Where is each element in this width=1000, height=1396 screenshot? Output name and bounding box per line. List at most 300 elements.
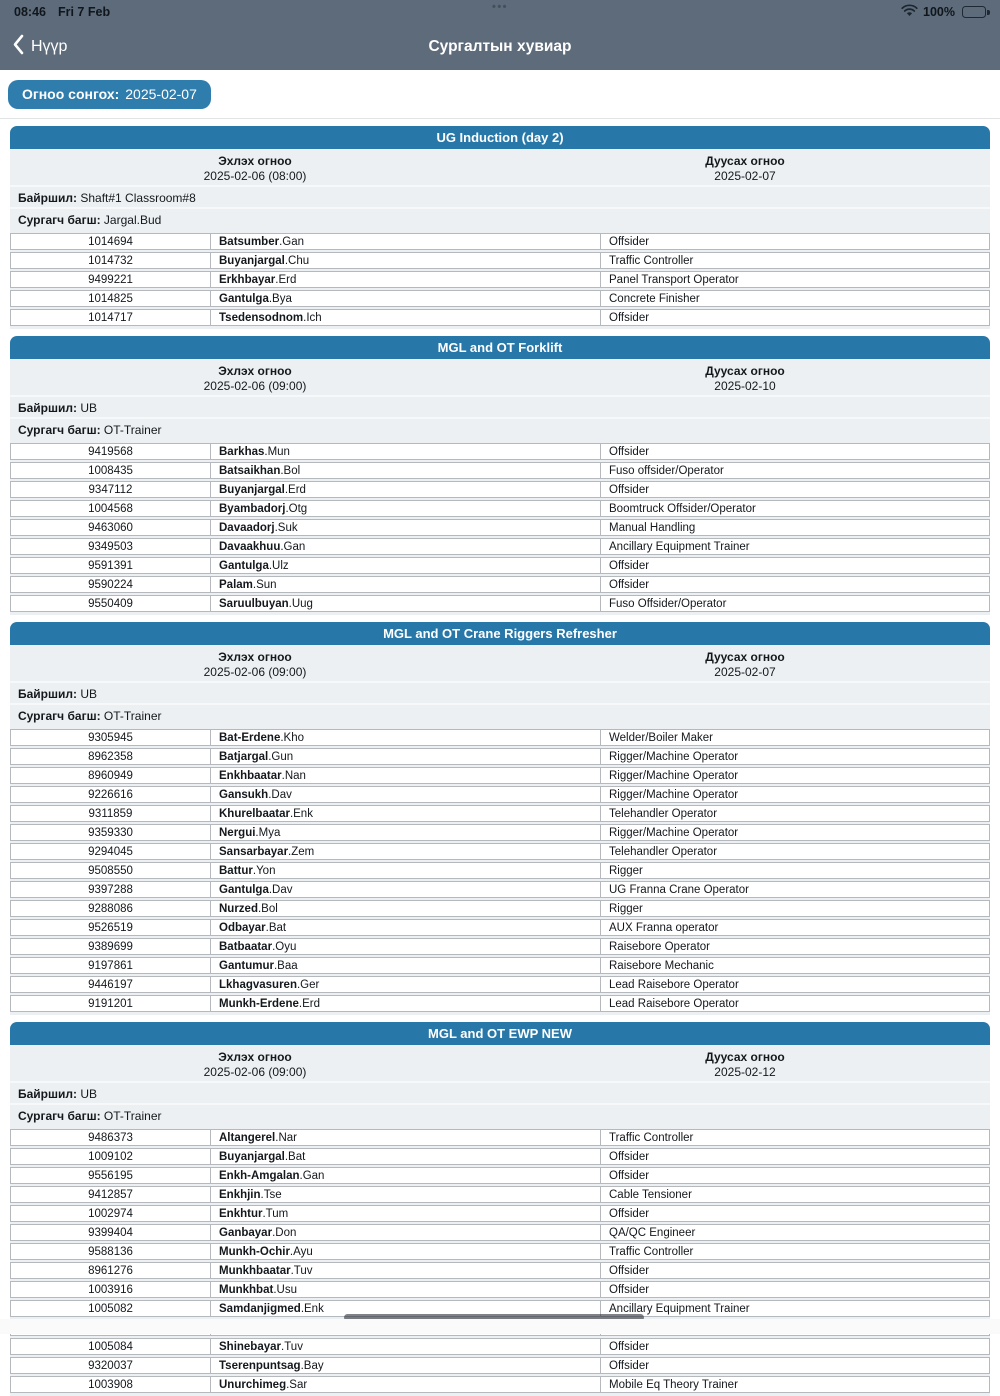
trainee-role-cell: Ancillary Equipment Trainer [609, 1302, 750, 1315]
trainee-surname: Altangerel [219, 1131, 276, 1144]
trainer-label: Сургагч багш: [18, 1109, 101, 1123]
trainee-surname: Ganbayar [219, 1226, 273, 1239]
trainer-label: Сургагч багш: [18, 213, 101, 227]
trainee-name-cell [211, 577, 601, 592]
trainee-role-cell: QA/QC Engineer [609, 1226, 696, 1239]
trainee-role-cell: Concrete Finisher [609, 292, 700, 305]
trainee-firstname: .Bya [268, 292, 292, 305]
trainee-name-cell [211, 1358, 601, 1373]
trainee-surname: Battur [219, 864, 253, 877]
trainee-row [10, 1205, 990, 1222]
trainee-id-cell: 9294045 [11, 844, 211, 859]
trainee-role-cell: Fuso offsider/Operator [609, 464, 724, 477]
trainee-surname: Barkhas [219, 445, 265, 458]
trainee-row [10, 462, 990, 479]
trainee-row [10, 1357, 990, 1374]
trainer-value: OT-Trainer [103, 423, 162, 437]
location-label: Байршил: [18, 687, 78, 701]
trainer-value: OT-Trainer [103, 1109, 162, 1123]
wifi-icon [901, 4, 918, 20]
trainee-role-cell: Rigger [609, 864, 643, 877]
trainee-firstname: .Otg [285, 502, 308, 515]
trainer-line [10, 703, 990, 725]
trainee-row [10, 1262, 990, 1279]
trainee-role-cell: Telehandler Operator [609, 807, 718, 820]
trainee-row [10, 1376, 990, 1393]
trainee-firstname: .Mya [255, 826, 281, 839]
location-line [10, 1081, 990, 1103]
location-line [10, 681, 990, 703]
trainee-id-cell: 9359330 [11, 825, 211, 840]
trainee-id-cell: 9191201 [11, 996, 211, 1011]
trainee-name-cell [211, 291, 601, 306]
trainee-role-cell: Offsider [609, 1359, 650, 1372]
trainee-firstname: .Oyu [272, 940, 297, 953]
trainee-id-cell: 1009102 [11, 1149, 211, 1164]
trainee-row [10, 938, 990, 955]
trainee-name-cell [211, 825, 601, 840]
trainee-firstname: .Bay [300, 1359, 324, 1372]
trainee-role-cell: Boomtruck Offsider/Operator [609, 502, 756, 515]
trainee-surname: Khurelbaatar [219, 807, 290, 820]
trainee-name-cell [211, 996, 601, 1011]
trainee-row [10, 1243, 990, 1260]
section-body [10, 645, 990, 1015]
trainee-rows [10, 1125, 990, 1393]
trainee-id-cell: 1002974 [11, 1206, 211, 1221]
trainee-role-cell: Offsider [609, 483, 650, 496]
trainee-firstname: .Mun [264, 445, 290, 458]
trainee-surname: Enkhbaatar [219, 769, 282, 782]
trainee-firstname: .Tuv [281, 1340, 303, 1353]
section-title: MGL and OT Forklift [10, 336, 990, 359]
section-dates [10, 1045, 990, 1081]
end-date-label: Дуусах огноо [705, 650, 785, 664]
section-dates [10, 149, 990, 185]
trainee-role-cell: Offsider [609, 1169, 650, 1182]
trainee-surname: Gantulga [219, 292, 269, 305]
trainee-row [10, 900, 990, 917]
section-title: MGL and OT EWP NEW [10, 1022, 990, 1045]
top-chrome [0, 0, 1000, 70]
trainee-id-cell: 1014694 [11, 234, 211, 249]
trainee-firstname: .Erd [284, 483, 306, 496]
start-date-label: Эхлэх огноо [218, 1050, 292, 1064]
trainee-row [10, 862, 990, 879]
start-date-label: Эхлэх огноо [218, 650, 292, 664]
trainee-role-cell: Rigger/Machine Operator [609, 769, 739, 782]
trainee-surname: Tsedensodnom [219, 311, 304, 324]
trainee-name-cell [211, 444, 601, 459]
trainee-role-cell: Offsider [609, 1264, 650, 1277]
trainee-rows [10, 229, 990, 326]
trainee-id-cell: 9556195 [11, 1168, 211, 1183]
trainee-role-cell: Ancillary Equipment Trainer [609, 540, 750, 553]
trainee-surname: Davaadorj [219, 521, 275, 534]
trainee-role-cell: Lead Raisebore Operator [609, 997, 739, 1010]
trainee-surname: Enkhjin [219, 1188, 261, 1201]
trainee-role-cell: Panel Transport Operator [609, 273, 739, 286]
trainee-id-cell: 1003908 [11, 1377, 211, 1392]
trainee-role-cell: Welder/Boiler Maker [609, 731, 713, 744]
date-picker-label: Огноо сонгох: [22, 86, 120, 102]
trainee-id-cell: 1005084 [11, 1339, 211, 1354]
trainee-role-cell: Fuso Offsider/Operator [609, 597, 727, 610]
trainer-line [10, 417, 990, 439]
trainee-name-cell [211, 463, 601, 478]
trainee-role-cell: Traffic Controller [609, 254, 694, 267]
trainee-id-cell: 8960949 [11, 768, 211, 783]
trainee-name-cell [211, 1168, 601, 1183]
trainee-firstname: .Bat [284, 1150, 306, 1163]
trainee-id-cell: 9389699 [11, 939, 211, 954]
trainee-role-cell: Raisebore Operator [609, 940, 710, 953]
trainee-row [10, 538, 990, 555]
trainee-name-cell [211, 234, 601, 249]
trainee-surname: Erkhbayar [219, 273, 276, 286]
trainee-role-cell: Cable Tensioner [609, 1188, 692, 1201]
end-date-value: 2025-02-12 [714, 1065, 776, 1079]
trainee-name-cell [211, 1244, 601, 1259]
trainee-row [10, 1224, 990, 1241]
trainee-row [10, 976, 990, 993]
training-section [10, 126, 990, 329]
trainee-name-cell [211, 1377, 601, 1392]
trainee-id-cell: 1004568 [11, 501, 211, 516]
end-date-value: 2025-02-07 [714, 169, 776, 183]
trainee-firstname: .Tum [262, 1207, 289, 1220]
trainee-id-cell: 9446197 [11, 977, 211, 992]
trainee-firstname: .Erd [298, 997, 320, 1010]
navigation-bar [0, 24, 1000, 70]
trainee-surname: Samdanjigmed [219, 1302, 301, 1315]
trainee-role-cell: Rigger/Machine Operator [609, 826, 739, 839]
trainee-role-cell: Traffic Controller [609, 1245, 694, 1258]
section-title: UG Induction (day 2) [10, 126, 990, 149]
toolbar [0, 70, 1000, 119]
trainee-firstname: .Enk [300, 1302, 324, 1315]
trainee-name-cell [211, 482, 601, 497]
trainee-role-cell: Offsider [609, 445, 650, 458]
battery-icon [962, 6, 986, 18]
trainee-role-cell: Rigger/Machine Operator [609, 750, 739, 763]
trainee-row [10, 1167, 990, 1184]
trainee-surname: Gantumur [219, 959, 274, 972]
trainee-id-cell: 1014825 [11, 291, 211, 306]
trainee-row [10, 481, 990, 498]
end-date-label: Дуусах огноо [705, 154, 785, 168]
trainee-row [10, 881, 990, 898]
trainee-role-cell: AUX Franna operator [609, 921, 719, 934]
trainee-name-cell [211, 310, 601, 325]
trainee-surname: Batsaikhan [219, 464, 281, 477]
location-value: UB [80, 687, 98, 701]
location-value: UB [80, 401, 98, 415]
trainee-surname: Buyanjargal [219, 483, 285, 496]
trainee-name-cell [211, 596, 601, 611]
trainee-name-cell [211, 539, 601, 554]
trainee-name-cell [211, 1339, 601, 1354]
trainee-firstname: .Gan [299, 1169, 325, 1182]
trainee-id-cell: 9588136 [11, 1244, 211, 1259]
trainee-role-cell: Rigger/Machine Operator [609, 788, 739, 801]
trainee-id-cell: 9412857 [11, 1187, 211, 1202]
trainee-row [10, 1281, 990, 1298]
trainee-row [10, 843, 990, 860]
trainee-surname: Byambadorj [219, 502, 286, 515]
trainee-surname: Bat-Erdene [219, 731, 281, 744]
trainee-name-cell [211, 1130, 601, 1145]
trainee-firstname: .Tuv [290, 1264, 313, 1277]
start-date-value: 2025-02-06 (09:00) [203, 379, 307, 393]
section-body [10, 359, 990, 615]
trainee-surname: Gantulga [219, 883, 269, 896]
trainee-firstname: .Uug [288, 597, 313, 610]
trainee-name-cell [211, 1282, 601, 1297]
trainee-surname: Shinebayar [219, 1340, 281, 1353]
trainee-name-cell [211, 1149, 601, 1164]
trainee-name-cell [211, 844, 601, 859]
trainee-name-cell [211, 806, 601, 821]
end-date-label: Дуусах огноо [705, 1050, 785, 1064]
location-label: Байршил: [18, 1087, 78, 1101]
trainee-firstname: .Ger [296, 978, 320, 991]
trainee-id-cell: 1003916 [11, 1282, 211, 1297]
trainee-role-cell: Traffic Controller [609, 1131, 694, 1144]
trainee-firstname: .Tse [260, 1188, 282, 1201]
trainee-surname: Batjargal [219, 750, 269, 763]
trainee-firstname: .Nar [275, 1131, 297, 1144]
trainee-firstname: .Kho [280, 731, 305, 744]
end-date-label: Дуусах огноо [705, 364, 785, 378]
trainee-name-cell [211, 1263, 601, 1278]
trainee-id-cell: 9399404 [11, 1225, 211, 1240]
trainee-name-cell [211, 958, 601, 973]
location-label: Байршил: [18, 401, 78, 415]
trainee-firstname: .Ich [303, 311, 322, 324]
trainee-name-cell [211, 768, 601, 783]
trainee-row [10, 443, 990, 460]
location-line [10, 395, 990, 417]
trainee-role-cell: Raisebore Mechanic [609, 959, 714, 972]
trainee-surname: Tserenpuntsag [219, 1359, 301, 1372]
trainee-id-cell: 9397288 [11, 882, 211, 897]
trainee-firstname: .Sun [252, 578, 277, 591]
location-value: UB [80, 1087, 98, 1101]
trainee-firstname: .Suk [274, 521, 298, 534]
location-value: Shaft#1 Classroom#8 [80, 191, 196, 205]
trainee-firstname: .Yon [252, 864, 276, 877]
trainee-surname: Enkh-Amgalan [219, 1169, 300, 1182]
trainee-role-cell: UG Franna Crane Operator [609, 883, 749, 896]
trainee-row [10, 1129, 990, 1146]
trainee-row [10, 519, 990, 536]
trainee-id-cell: 9347112 [11, 482, 211, 497]
status-bar [0, 0, 1000, 24]
section-body [10, 1045, 990, 1396]
trainee-id-cell: 9197861 [11, 958, 211, 973]
trainee-surname: Buyanjargal [219, 254, 285, 267]
trainee-firstname: .Zem [288, 845, 315, 858]
trainee-role-cell: Offsider [609, 1207, 650, 1220]
trainee-id-cell: 9526519 [11, 920, 211, 935]
trainee-name-cell [211, 1206, 601, 1221]
trainee-row [10, 500, 990, 517]
trainee-id-cell: 1014732 [11, 253, 211, 268]
trainee-name-cell [211, 520, 601, 535]
trainee-name-cell [211, 1225, 601, 1240]
bottom-home-area [0, 1319, 1000, 1334]
trainee-surname: Buyanjargal [219, 1150, 285, 1163]
trainee-surname: Munkh-Erdene [219, 997, 299, 1010]
trainee-firstname: .Sar [286, 1378, 308, 1391]
trainee-surname: Munkhbaatar [219, 1264, 291, 1277]
trainee-name-cell [211, 882, 601, 897]
trainee-name-cell [211, 901, 601, 916]
trainee-id-cell: 9305945 [11, 730, 211, 745]
training-section [10, 1022, 990, 1396]
trainee-row [10, 786, 990, 803]
trainee-role-cell: Offsider [609, 1340, 650, 1353]
trainee-firstname: .Gan [279, 235, 305, 248]
trainee-name-cell [211, 863, 601, 878]
trainee-id-cell: 9419568 [11, 444, 211, 459]
trainer-label: Сургагч багш: [18, 423, 101, 437]
trainee-name-cell [211, 558, 601, 573]
trainee-role-cell: Offsider [609, 559, 650, 572]
trainee-role-cell: Manual Handling [609, 521, 696, 534]
trainer-label: Сургагч багш: [18, 709, 101, 723]
section-dates [10, 359, 990, 395]
trainee-surname: Odbayar [219, 921, 266, 934]
location-label: Байршил: [18, 191, 78, 205]
trainee-role-cell: Offsider [609, 311, 650, 324]
trainee-id-cell: 9591391 [11, 558, 211, 573]
trainee-surname: Palam [219, 578, 253, 591]
trainee-row [10, 767, 990, 784]
trainee-row [10, 233, 990, 250]
start-date-value: 2025-02-06 (08:00) [203, 169, 307, 183]
trainer-value: Jargal.Bud [103, 213, 162, 227]
section-body [10, 149, 990, 329]
trainee-surname: Lkhagvasuren [219, 978, 297, 991]
date-picker-button[interactable] [8, 80, 211, 109]
trainee-surname: Munkhbat [219, 1283, 274, 1296]
battery-percent: 100% [923, 5, 955, 19]
trainee-firstname: .Ulz [268, 559, 289, 572]
trainee-role-cell: Mobile Eq Theory Trainer [609, 1378, 738, 1391]
trainee-id-cell: 9311859 [11, 806, 211, 821]
trainee-id-cell: 9590224 [11, 577, 211, 592]
trainer-line [10, 207, 990, 229]
trainee-id-cell: 1014717 [11, 310, 211, 325]
trainee-firstname: .Gan [280, 540, 306, 553]
trainer-value: OT-Trainer [103, 709, 162, 723]
date-picker-value: 2025-02-07 [125, 86, 197, 102]
page-title: Сургалтын хувиар [428, 38, 572, 55]
trainee-id-cell: 9288086 [11, 901, 211, 916]
trainee-id-cell: 1005082 [11, 1301, 211, 1316]
trainee-surname: Unurchimeg [219, 1378, 287, 1391]
trainee-id-cell: 9463060 [11, 520, 211, 535]
section-dates [10, 645, 990, 681]
trainee-row [10, 557, 990, 574]
trainee-name-cell [211, 501, 601, 516]
trainee-name-cell [211, 977, 601, 992]
schedule-sections [0, 126, 1000, 1396]
trainee-id-cell: 9499221 [11, 272, 211, 287]
trainee-name-cell [211, 272, 601, 287]
trainee-name-cell [211, 787, 601, 802]
trainee-surname: Saruulbuyan [219, 597, 289, 610]
trainee-firstname: .Enk [289, 807, 313, 820]
clock: 08:46 [14, 5, 46, 19]
trainee-row [10, 748, 990, 765]
trainee-role-cell: Offsider [609, 1150, 650, 1163]
trainee-firstname: .Dav [268, 883, 293, 896]
back-button[interactable] [12, 24, 67, 70]
trainee-surname: Gansukh [219, 788, 269, 801]
end-date-value: 2025-02-07 [714, 665, 776, 679]
trainee-surname: Munkh-Ochir [219, 1245, 290, 1258]
trainee-surname: Batsumber [219, 235, 280, 248]
trainee-name-cell [211, 939, 601, 954]
trainee-firstname: .Bol [257, 902, 278, 915]
trainee-surname: Nurzed [219, 902, 258, 915]
trainee-firstname: .Gun [268, 750, 294, 763]
trainee-id-cell: 9349503 [11, 539, 211, 554]
trainee-role-cell: Lead Raisebore Operator [609, 978, 739, 991]
start-date-value: 2025-02-06 (09:00) [203, 665, 307, 679]
trainee-id-cell: 9226616 [11, 787, 211, 802]
trainee-name-cell [211, 920, 601, 935]
trainee-id-cell: 1008435 [11, 463, 211, 478]
trainee-surname: Sansarbayar [219, 845, 289, 858]
start-date-label: Эхлэх огноо [218, 154, 292, 168]
trainee-firstname: .Baa [273, 959, 298, 972]
trainee-row [10, 1148, 990, 1165]
trainee-firstname: .Ayu [289, 1245, 313, 1258]
trainee-id-cell: 9320037 [11, 1358, 211, 1373]
trainee-id-cell: 9550409 [11, 596, 211, 611]
trainee-id-cell: 9486373 [11, 1130, 211, 1145]
trainee-row [10, 576, 990, 593]
start-date-label: Эхлэх огноо [218, 364, 292, 378]
trainee-surname: Gantulga [219, 559, 269, 572]
trainee-role-cell: Offsider [609, 578, 650, 591]
trainee-row [10, 309, 990, 326]
end-date-value: 2025-02-10 [714, 379, 776, 393]
trainee-firstname: .Dav [268, 788, 292, 801]
trainee-role-cell: Telehandler Operator [609, 845, 718, 858]
trainee-row [10, 595, 990, 612]
trainee-firstname: .Erd [275, 273, 297, 286]
trainee-id-cell: 8962358 [11, 749, 211, 764]
trainee-firstname: .Bat [265, 921, 287, 934]
trainee-row [10, 1338, 990, 1355]
trainee-firstname: .Don [272, 1226, 297, 1239]
trainee-name-cell [211, 253, 601, 268]
training-section [10, 622, 990, 1015]
trainee-row [10, 919, 990, 936]
trainee-rows [10, 439, 990, 612]
start-date-value: 2025-02-06 (09:00) [203, 1065, 307, 1079]
trainee-rows [10, 725, 990, 1012]
location-line [10, 185, 990, 207]
section-title: MGL and OT Crane Riggers Refresher [10, 622, 990, 645]
trainee-firstname: .Bol [280, 464, 301, 477]
trainee-name-cell [211, 730, 601, 745]
